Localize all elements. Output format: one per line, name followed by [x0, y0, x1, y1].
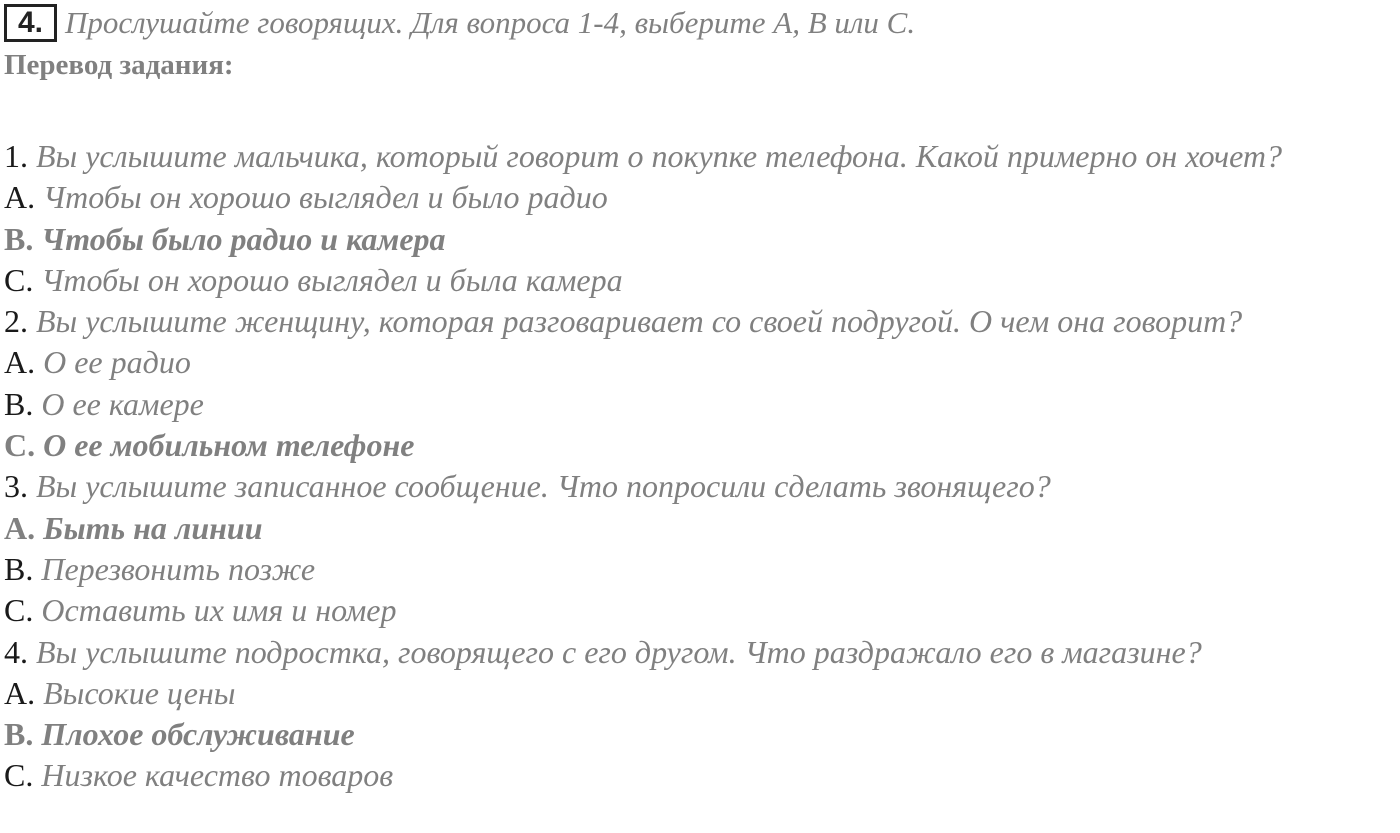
- option-letter: B.: [4, 385, 34, 422]
- blank-gap: [4, 84, 1400, 136]
- option-letter: A.: [4, 674, 36, 711]
- option-letter: C.: [4, 261, 34, 298]
- answer-option: [4, 384, 1400, 425]
- option-text: Низкое качество товаров: [41, 757, 394, 794]
- option-text: Чтобы он хорошо выглядел и было радио: [43, 179, 608, 216]
- question-text: Вы услышите записанное сообщение. Что попросили сделать звонящего?: [36, 468, 1051, 505]
- answer-option: [4, 673, 1400, 714]
- question-4: [4, 632, 1400, 673]
- option-text: О ее камере: [41, 385, 204, 422]
- option-letter: B.: [4, 220, 34, 257]
- question-number: 4.: [4, 633, 28, 670]
- option-text: О ее радио: [43, 344, 191, 381]
- option-text: Плохое обслуживание: [41, 716, 355, 753]
- option-letter: C.: [4, 427, 36, 464]
- task-header: [4, 0, 1400, 46]
- question-1: [4, 136, 1364, 177]
- exercise-page: [4, 0, 1400, 797]
- question-2: [4, 301, 1400, 342]
- option-text: Оставить их имя и номер: [41, 592, 397, 629]
- task-number-badge: 4.: [4, 4, 57, 42]
- option-text: Чтобы он хорошо выглядел и была камера: [41, 261, 623, 298]
- answer-option-correct: [4, 219, 1400, 260]
- translation-heading: Перевод задания:: [4, 49, 234, 81]
- answer-option: [4, 549, 1400, 590]
- answer-option: [4, 260, 1400, 301]
- answer-option: [4, 590, 1400, 631]
- option-letter: B.: [4, 550, 34, 587]
- answer-option-correct: [4, 425, 1400, 466]
- question-text: Вы услышите подростка, говорящего с его другом. Что раздражало его в магазине?: [36, 633, 1202, 670]
- answer-option-correct: [4, 714, 1400, 755]
- question-text: Вы услышите мальчика, который говорит о покупке телефона. Какой примерно он хочет?: [36, 138, 1282, 174]
- question-list: [4, 136, 1400, 797]
- option-text: Высокие цены: [43, 674, 236, 711]
- option-text: Чтобы было радио и камера: [41, 220, 446, 257]
- option-text: О ее мобильном телефоне: [43, 427, 415, 464]
- option-letter: C.: [4, 757, 34, 794]
- question-text: Вы услышите женщину, которая разговаривает со своей подругой. О чем она говорит?: [36, 303, 1243, 340]
- option-letter: A.: [4, 179, 36, 216]
- option-letter: B.: [4, 716, 34, 753]
- question-number: 3.: [4, 468, 28, 505]
- option-letter: A.: [4, 509, 36, 546]
- option-letter: A.: [4, 344, 36, 381]
- question-3: [4, 466, 1400, 507]
- option-text: Быть на линии: [43, 509, 263, 546]
- question-number: 1.: [4, 138, 28, 174]
- option-text: Перезвонить позже: [41, 550, 316, 587]
- question-number: 2.: [4, 303, 28, 340]
- answer-option: [4, 342, 1400, 383]
- task-instruction: Прослушайте говорящих. Для вопроса 1-4, выберите A, B или C.: [65, 5, 916, 40]
- answer-option-correct: [4, 508, 1400, 549]
- answer-option: [4, 755, 1400, 796]
- option-letter: C.: [4, 592, 34, 629]
- answer-option: [4, 177, 1400, 218]
